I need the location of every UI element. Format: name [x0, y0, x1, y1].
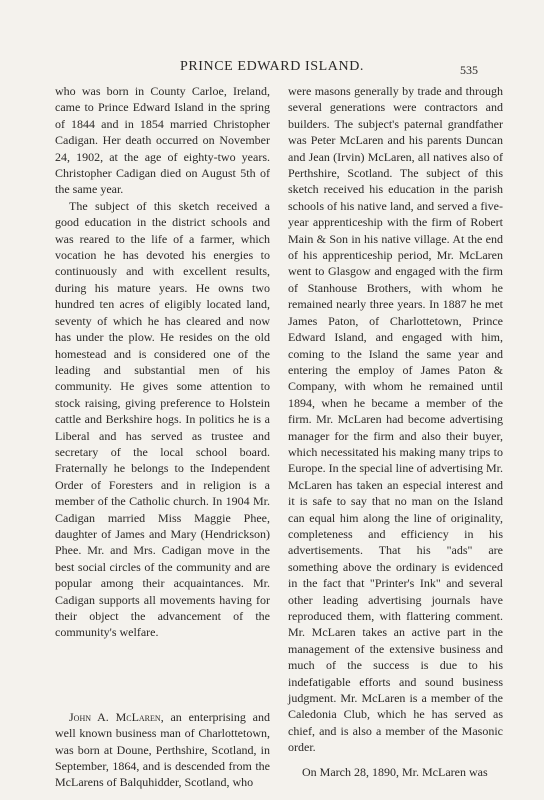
left-column	[55, 83, 270, 791]
paragraph-continuation: who was born in County Carloe, Ireland, came to Prince Edward Island in the spring of 1844 and in 1854 married Christopher Cadigan. Her death occurred on November 24, 1902, at the age of eighty-two years. Christopher Cadigan died on August 5th of the same year.	[55, 84, 270, 197]
page-number: 535	[460, 63, 478, 77]
paragraph-mclaren-intro	[55, 709, 270, 791]
paragraph-cadigan-biography: The subject of this sketch received a good education in the district schools and was reared to the life of a farmer, which vocation he has devoted his energies to continuously and with excellent results, during his mature years. He owns two hundred ten acres of eligibly located land, seventy of which he has cleared and now has under the plow. He resides on the old homestead and is considered one of the leading and substantial men of his community. He gives some attention to stock raising, giving preference to Holstein cattle and Berkshire hogs. In politics he is a Liberal and has served as trustee and secretary of the local school board. Fraternally he belongs to the Independent Order of Foresters and in religion is a member of the Catholic church. In 1904 Mr. Cadigan married Miss Maggie Phee, daughter of James and Mary (Hendrickson) Phee. Mr. and Mrs. Cadigan move in the best social circles of the community and are popular among their acquaintances. Mr. Cadigan supports all movements having for their object the advancement of the community's welfare.	[55, 198, 270, 640]
paragraph-mclaren-intro-text: , an enterprising and well known business man of Charlottetown, was born at Doune, Perthshire, Scotland, in September, 1864, and is descended from the McLarens of Balquhidder, Scotland, who	[55, 709, 270, 790]
right-column	[288, 83, 503, 780]
running-head	[0, 58, 544, 76]
page-title: PRINCE EDWARD ISLAND.	[179, 59, 365, 74]
paragraph-mclaren-career: were masons generally by trade and through several generations were contractors and builders. The subject's paternal grandfather was Peter McLaren and his parents Duncan and Jean (Irvin) McLaren, all natives also of Perthshire, Scotland. The subject of this sketch received his education in the parish schools of his native land, and served a five-year apprenticeship with the firm of Robert Main & Son in his native village. At the end of his apprenticeship period, Mr. McLaren went to Glasgow and engaged with the firm of Stanhouse Brothers, with whom he remained nearly three years. In 1887 he met James Paton, of Charlottetown, Prince Edward Island, and engaged with him, coming to the Island the same year and entering the employ of James Paton & Company, with whom he remained until 1894, when he became a member of the firm. Mr. McLaren had become advertising manager for the firm and also their buyer, which necessitated his making many trips to Europe. In the special line of advertising Mr. McLaren has taken an especial interest and it is safe to say that no man on the Island can equal him along the line of originality, completeness and efficiency in his advertisements. That his "ads" are something above the ordinary is evidenced in the fact that "Printer's Ink" and several other leading advertising journals have reproduced them, with flattering comment. Mr. McLaren takes an active part in the management of the extensive business and much of the success is due to his indefatigable efforts and sound business judgment. Mr. McLaren is a member of the Caledonia Club, which he has served as chief, and is also a member of the Masonic order.	[288, 84, 503, 755]
subject-name: John A. McLaren	[69, 709, 161, 724]
paragraph-marriage: On March 28, 1890, Mr. McLaren was	[302, 764, 488, 779]
